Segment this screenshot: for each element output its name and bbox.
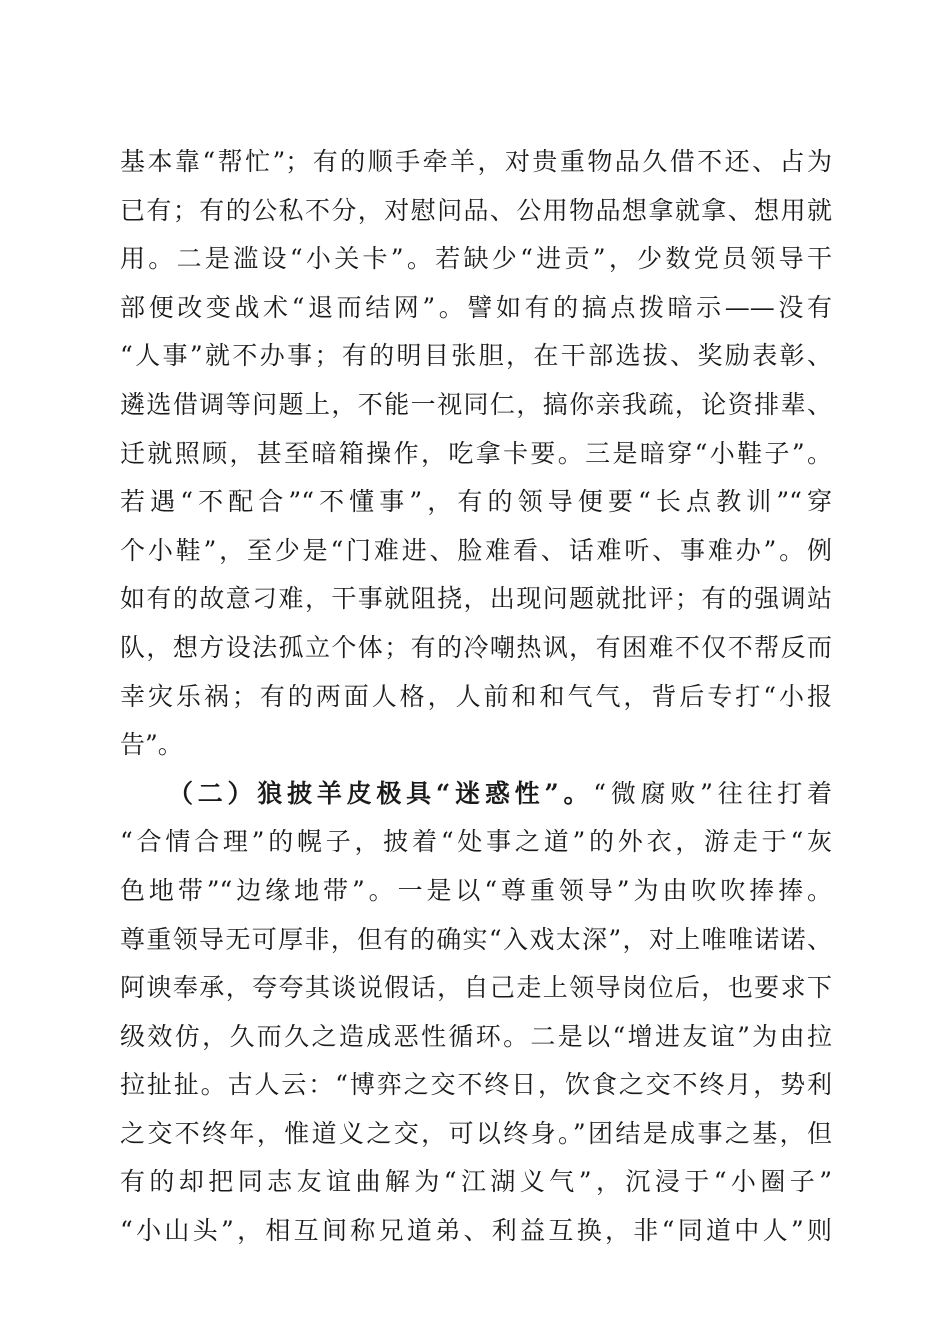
paragraph-2 [120,770,832,1256]
paragraph-line: “合情合理”的幌子，披着“处事之道”的外衣，游走于“灰 [120,827,832,857]
section-heading-line [120,770,832,819]
section-heading: （二）狼披羊皮极具“迷惑性”。 [168,778,594,808]
paragraph-line: “人事”就不办事；有的明目张胆，在干部选拔、奖励表彰、 [120,341,832,371]
paragraph-line: 阿谀奉承，夸夸其谈说假话，自己走上领导岗位后，也要求下 [120,973,832,1003]
paragraph-line: 迁就照顾，甚至暗箱操作，吃拿卡要。三是暗穿“小鞋子”。 [120,438,832,468]
paragraph-line: 之交不终年，惟道义之交，可以终身。”团结是成事之基，但 [120,1118,832,1148]
paragraph-line: 基本靠“帮忙”；有的顺手牵羊，对贵重物品久借不还、占为 [120,147,832,176]
paragraph-line: 遴选借调等问题上，不能一视同仁，搞你亲我疏，论资排辈、 [120,389,832,419]
paragraph-line: 有的却把同志友谊曲解为“江湖义气”，沉浸于“小圈子” [120,1167,833,1197]
paragraph-line: 个小鞋”，至少是“门难进、脸难看、话难听、事难办”。例 [120,535,832,565]
paragraph-line: 如有的故意刁难，干事就阻挠，出现问题就批评；有的强调站 [120,584,832,614]
paragraph-line: 色地带”“边缘地带”。一是以“尊重领导”为由吹吹捧捧。 [120,875,832,905]
paragraph-line: 幸灾乐祸；有的两面人格，人前和和气气，背后专打“小报 [120,681,832,711]
body-text [120,138,832,1256]
paragraph-line: 用。二是滥设“小关卡”。若缺少“进贡”，少数党员领导干 [120,244,832,274]
paragraph-line: 尊重领导无可厚非，但有的确实“入戏太深”，对上唯唯诺诺、 [120,924,832,954]
paragraph-line: 已有；有的公私不分，对慰问品、公用物品想拿就拿、想用就 [120,195,832,225]
paragraph-line: 拉扯扯。古人云：“博弈之交不终日，饮食之交不终月，势利 [120,1070,832,1100]
paragraph-line: 部便改变战术“退而结网”。譬如有的搞点拨暗示——没有 [120,292,832,322]
paragraph-line: 告”。 [120,730,183,760]
paragraph-line: 级效仿，久而久之造成恶性循环。二是以“增进友谊”为由拉 [120,1021,832,1051]
paragraph-line: 若遇“不配合”“不懂事”，有的领导便要“长点教训”“穿 [120,487,832,517]
paragraph-line: 队，想方设法孤立个体；有的冷嘲热讽，有困难不仅不帮反而 [120,632,832,662]
paragraph-line: “小山头”，相互间称兄道弟、利益互换，非“同道中人”则 [120,1216,832,1246]
heading-line-rest: “微腐败”往往打着 [593,778,833,808]
paragraph-1 [120,138,832,770]
